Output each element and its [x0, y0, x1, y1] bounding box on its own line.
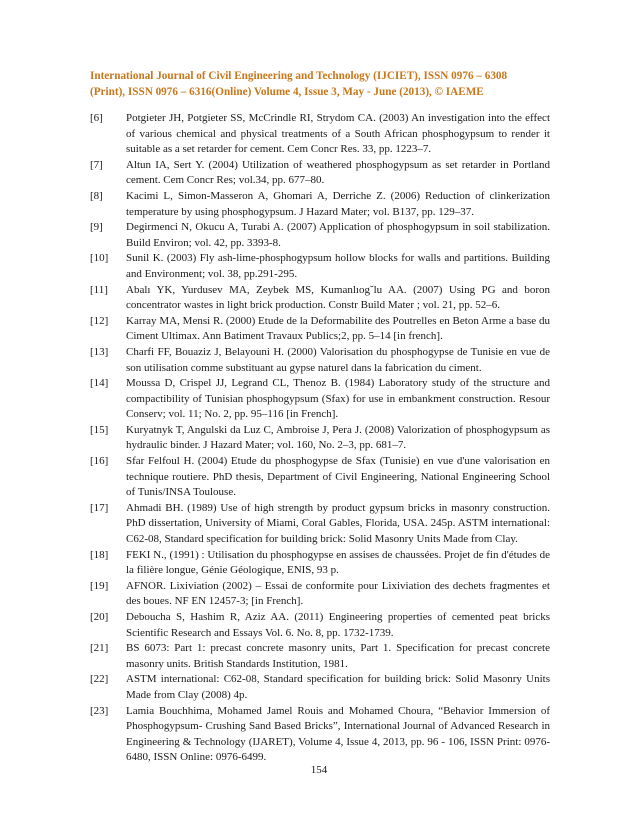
reference-number: [8] [90, 189, 103, 202]
reference-item [90, 345, 550, 376]
reference-item [90, 376, 550, 423]
reference-item [90, 610, 550, 641]
reference-text: FEKI N., (1991) : Utilisation du phosphogypse en assises de chaussées. Projet de fin d'études de la filière longue, Génie Géologique, ENIS, 93 p. [126, 548, 550, 577]
reference-number: [16] [90, 455, 109, 468]
reference-text: Potgieter JH, Potgieter SS, McCrindle RI, Strydom CA. (2003) An investigation into the effect of various chemical and physical treatments of a South African phosphogypsum to render it suitable as a set retarder for cement. Cem Concr Res. 33, pp. 1223–7. [126, 112, 550, 156]
reference-number: [12] [90, 314, 109, 327]
reference-number: [11] [90, 283, 108, 296]
reference-text: Altun IA, Sert Y. (2004) Utilization of weathered phosphogypsum as set retarder in Portland cement. Cem Concr Res; vol.34, pp. 677–80. [126, 158, 550, 187]
reference-item [90, 423, 550, 454]
reference-text: ASTM international: C62-08, Standard specification for building brick: Solid Masonry Units Made from Clay (2008) 4p. [126, 673, 550, 701]
journal-header-line-1: International Journal of Civil Engineering and Technology (IJCIET), ISSN 0976 – 6308 [90, 70, 508, 82]
reference-number: [23] [90, 704, 109, 717]
reference-number: [14] [90, 377, 109, 390]
reference-text: Karray MA, Mensi R. (2000) Etude de la Deformabilite des Poutrelles en Beton Arme a base du Ciment Ultimax. Ann Batiment Travaux Publics;2, pp. 5–14 [in french]. [126, 314, 550, 343]
reference-text: Kacimi L, Simon-Masseron A, Ghomari A, Derriche Z. (2006) Reduction of clinkerization temperature by using phosphogypsum. J Hazard Mater; vol. B137, pp. 129–37. [126, 189, 550, 218]
reference-item [90, 220, 550, 251]
reference-item [90, 454, 550, 501]
reference-number: [21] [90, 642, 109, 655]
reference-text: Kuryatnyk T, Angulski da Luz C, Ambroise J, Pera J. (2008) Valorization of phosphogypsum as hydraulic binder. J Hazard Mater; vol. 160, No. 2–3, pp. 681–7. [126, 423, 550, 452]
reference-item [90, 501, 550, 548]
reference-text: Abalı YK, Yurdusev MA, Zeybek MS, Kumanlıog˘lu AA. (2007) Using PG and boron concentrator wastes in light brick production. Constr Build Mater ; vol. 21, pp. 52–6. [126, 283, 550, 312]
journal-header-line-2: (Print), ISSN 0976 – 6316(Online) Volume 4, Issue 3, May - June (2013), © IAEME [90, 86, 484, 98]
reference-item [90, 672, 550, 703]
reference-list [90, 111, 550, 766]
reference-item [90, 111, 550, 158]
journal-header [90, 68, 550, 100]
reference-text: Sfar Felfoul H. (2004) Etude du phosphogypse de Sfax (Tunisie) en vue d'une valorisation en technique routiere. PhD thesis, Department of Civil Engineering, National Engineering School of Tunis/INSA Toulouse. [126, 455, 550, 499]
reference-number: [10] [90, 252, 109, 265]
reference-item [90, 314, 550, 345]
reference-item [90, 641, 550, 672]
reference-number: [7] [90, 158, 103, 171]
reference-item [90, 251, 550, 282]
reference-text: Deboucha S, Hashim R, Aziz AA. (2011) Engineering properties of cemented peat bricks Scientific Research and Essays Vol. 6. No. 8, pp. 1732-1739. [126, 611, 550, 639]
reference-item [90, 158, 550, 189]
reference-number: [15] [90, 423, 109, 436]
reference-text: Lamia Bouchhima, Mohamed Jamel Rouis and Mohamed Choura, “Behavior Immersion of Phosphogypsum- Crushing Sand Based Bricks”, International Journal of Advanced Research in Engineering & Technology (IJARET), Volume 4, Issue 4, 2013, pp. 96 - 106, ISSN Print: 0976-6480, ISSN Online: 0976-6499. [126, 704, 550, 764]
reference-text: Degirmenci N, Okucu A, Turabi A. (2007) Application of phosphogypsum in soil stabilization. Build Environ; vol. 42, pp. 3393-8. [126, 221, 550, 249]
reference-item [90, 704, 550, 766]
reference-number: [18] [90, 548, 109, 561]
reference-text: Ahmadi BH. (1989) Use of high strength by product gypsum bricks in masonry construction. PhD dissertation, University of Miami, Coral Gables, Florida, USA. 245p. ASTM international: C62-08, Standard specification for building brick: Solid Masonry Units Made from Clay. [126, 501, 550, 546]
reference-item [90, 189, 550, 220]
reference-text: Sunil K. (2003) Fly ash-lime-phosphogypsum hollow blocks for walls and partitions. Building and Environment; vol. 38, pp.291-295. [126, 252, 550, 280]
reference-text: BS 6073: Part 1: precast concrete masonry units, Part 1. Specification for precast concrete masonry units. British Standards Institution, 1981. [126, 642, 550, 670]
reference-number: [9] [90, 221, 103, 234]
reference-item [90, 579, 550, 610]
reference-number: [22] [90, 673, 109, 686]
reference-number: [13] [90, 345, 109, 358]
page-number: 154 [310, 764, 328, 776]
reference-item [90, 548, 550, 579]
reference-item [90, 283, 550, 314]
reference-number: [20] [90, 611, 109, 623]
reference-number: [19] [90, 579, 109, 592]
reference-number: [17] [90, 501, 109, 514]
reference-text: AFNOR. Lixiviation (2002) – Essai de conformite pour Lixiviation des dechets fragmentes et des boues. NF EN 12457-3; [in French]. [126, 579, 550, 608]
reference-text: Moussa D, Crispel JJ, Legrand CL, Thenoz B. (1984) Laboratory study of the structure and compactibility of Tunisian phosphogypsum (Sfax) for use in embankment construction. Resour Conserv; vol. 11; No. 2, pp. 95–116 [in French]. [126, 377, 550, 421]
reference-number: [6] [90, 112, 103, 124]
reference-text: Charfi FF, Bouaziz J, Belayouni H. (2000) Valorisation du phosphogypse de Tunisie en vue de son utilisation comme substituant au gypse naturel dans la fabrication du ciment. [126, 345, 550, 374]
